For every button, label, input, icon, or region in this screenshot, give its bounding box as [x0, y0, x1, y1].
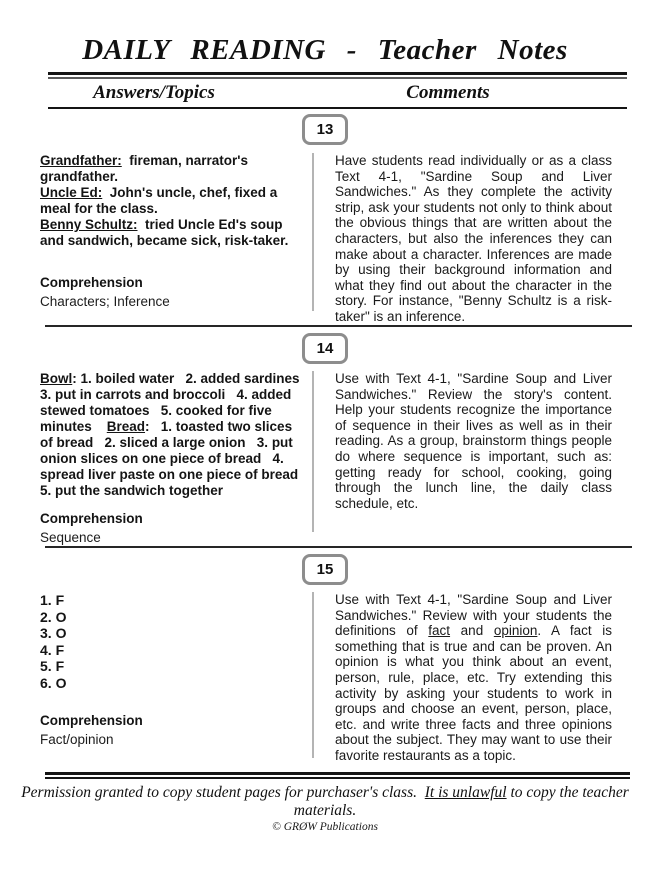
permission-underlined-text: It is unlawful: [424, 784, 507, 801]
skill-detail: Fact/opinion: [40, 732, 114, 747]
page-title: DAILY READING - Teacher Notes: [82, 34, 568, 66]
comments-header: Comments: [406, 82, 490, 103]
answer-label: Uncle Ed:: [40, 185, 103, 200]
answer-item: [40, 153, 308, 185]
header-rule: [48, 107, 627, 109]
answer-line: 6. O: [40, 674, 67, 691]
section-body: [0, 153, 650, 325]
comments-column: [335, 371, 612, 546]
column-divider: [312, 592, 314, 758]
copyright-line: © GRØW Publications: [272, 821, 378, 833]
section-15: [0, 554, 650, 772]
answer-item: [40, 217, 308, 249]
answers-column: [40, 592, 308, 772]
answer-line: 1. F: [40, 592, 65, 608]
comments-underlined-term: opinion: [493, 623, 538, 639]
section-body: [0, 371, 650, 546]
answers-column: [40, 153, 308, 325]
section-number-badge: [302, 114, 348, 145]
skill-detail: Sequence: [40, 530, 101, 545]
column-divider: [312, 371, 314, 532]
comments-segment: and: [450, 623, 494, 639]
answer-text: : 1. toasted two slices of bread 2. sliced a large onion 3. put onion slices on one piece of bread 4. spread liver paste on one piece of bread 5. put the sandwich together: [40, 419, 310, 498]
answers-topics-header: Answers/Topics: [93, 82, 215, 103]
answer-line: 5. F: [40, 658, 65, 674]
section-14: [0, 333, 650, 546]
answers-column: [40, 371, 308, 546]
section-13: [0, 114, 650, 325]
comments-text: Have students read individually or as a class Text 4-1, "Sardine Soup and Liver Sandwiches." As they complete the activity strip, ask your students not only to think about the obvious things that are written about the characters, but also the inferences they can make about a character. Inferences are made by using their background information and what they find out about the character in the story. For instance, "Benny Schultz is a risk-taker" is an inference.: [335, 153, 612, 324]
answer-label: Bowl: [40, 371, 73, 386]
comments-column: [335, 592, 612, 772]
skill-category: Comprehension: [40, 713, 143, 728]
comments-text: Use with Text 4-1, "Sardine Soup and Liver Sandwiches." Review the story's content. Help your students recognize the importance of sequence in their lives as well as in their reading. As a group, brainstorm things people do where sequence is important, such as: getting ready for school, cooking, going through the lunch line, the daily class schedule, etc.: [335, 371, 612, 511]
answer-label: Grandfather:: [40, 153, 122, 168]
answer-text: John's uncle, chef, fixed a meal for the class.: [40, 185, 282, 216]
comments-segment: . A fact is something that is true and can be proven. An opinion is what you think about an event, person, rule, place, etc. Try extending this activity by asking your students to work in groups and choose an event, person, place, etc. and write three facts and three opinions about the subject. They may want to use their favorite restaurants as a topic.: [335, 623, 612, 763]
comments-segment: Use with Text 4-1, "Sardine Soup and Liver Sandwiches." Review with your students the definitions of: [335, 592, 612, 639]
section-number: 14: [316, 340, 334, 357]
footer-double-rule: [45, 772, 630, 779]
section-number-badge: [302, 333, 348, 364]
rule-line: [48, 77, 627, 79]
answer-line: 2. O: [40, 608, 67, 625]
rule-line: [45, 777, 630, 779]
section-number-badge: [302, 554, 348, 585]
answer-label: Benny Schultz:: [40, 217, 138, 232]
section-divider: [45, 325, 632, 327]
section-body: [0, 592, 650, 772]
answer-item: [40, 371, 308, 499]
permission-text: to copy the teacher materials.: [293, 784, 633, 819]
section-number: 15: [316, 561, 334, 578]
answer-text: fireman, narrator's grandfather.: [40, 153, 252, 184]
permission-text: Permission granted to copy student pages for purchaser's class.: [21, 784, 425, 801]
section-divider: [45, 546, 632, 548]
skill-category: Comprehension: [40, 275, 143, 290]
skill-category: Comprehension: [40, 511, 143, 526]
teacher-notes-page: [0, 34, 650, 875]
rule-line: [48, 72, 627, 75]
answer-line: 4. F: [40, 641, 65, 658]
comments-underlined-term: fact: [428, 623, 451, 639]
comments-text: [335, 592, 612, 764]
section-number: 13: [316, 121, 334, 138]
answer-text: : 1. boiled water 2. added sardines 3. put in carrots and broccoli 4. added stewed tomatoes 5. cooked for five minutes: [40, 371, 304, 434]
column-divider: [312, 153, 314, 311]
rule-line: [45, 772, 630, 775]
answer-line: 3. O: [40, 625, 67, 641]
comments-column: [335, 153, 612, 325]
column-headers: [0, 82, 650, 105]
header-double-rule: [48, 72, 627, 79]
answer-label: Bread: [106, 419, 146, 434]
skill-detail: Characters; Inference: [40, 294, 170, 309]
permission-notice: [0, 784, 650, 820]
answer-text: tried Uncle Ed's soup and sandwich, became sick, risk-taker.: [40, 217, 289, 248]
answer-item: [40, 185, 308, 217]
